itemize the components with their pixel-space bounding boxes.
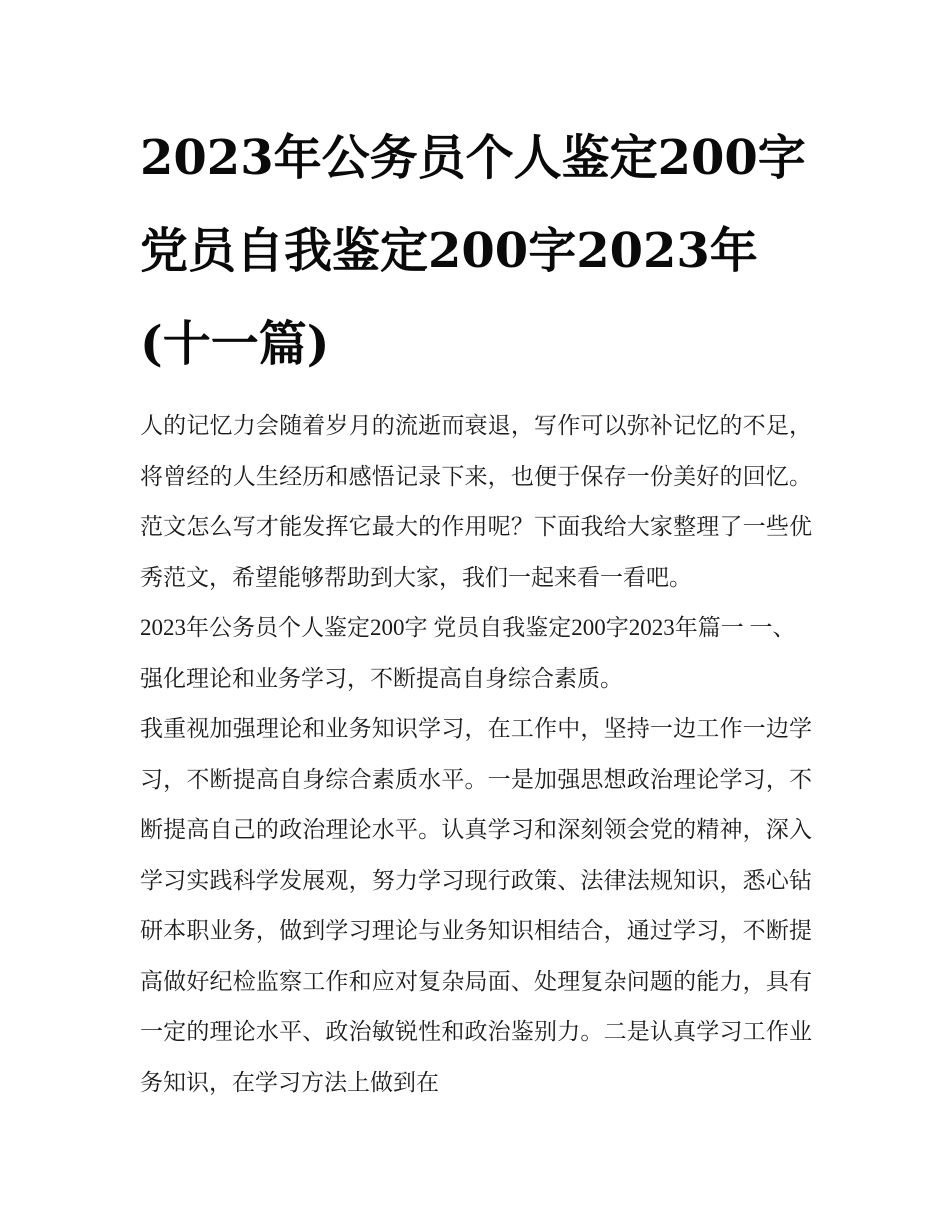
section-heading-paragraph: 2023年公务员个人鉴定200字 党员自我鉴定200字2023年篇一 一、强化理论和业务学习，不断提高自身综合素质。 <box>140 615 796 691</box>
intro-paragraph: 人的记忆力会随着岁月的流逝而衰退，写作可以弥补记忆的不足，将曾经的人生经历和感悟记录下来，也便于保存一份美好的回忆。范文怎么写才能发挥它最大的作用呢？下面我给大家整理了一些优秀范文，希望能够帮助到大家，我们一起来看一看吧。 <box>140 413 812 591</box>
document-title: 2023年公务员个人鉴定200字 党员自我鉴定200字2023年(十一篇) <box>140 130 806 372</box>
body-paragraph: 我重视加强理论和业务知识学习，在工作中，坚持一边工作一边学习，不断提高自身综合素质水平。一是加强思想政治理论学习，不断提高自己的政治理论水平。认真学习和深刻领会党的精神，深入学习实践科学发展观，努力学习现行政策、法律法规知识，悉心钻研本职业务，做到学习理论与业务知识相结合，通过学习，不断提高做好纪检监察工作和应对复杂局面、处理复杂问题的能力，具有一定的理论水平、政治敏锐性和政治鉴别力。二是认真学习工作业务知识，在学习方法上做到在 <box>140 716 812 1096</box>
document-body <box>140 401 812 1108</box>
